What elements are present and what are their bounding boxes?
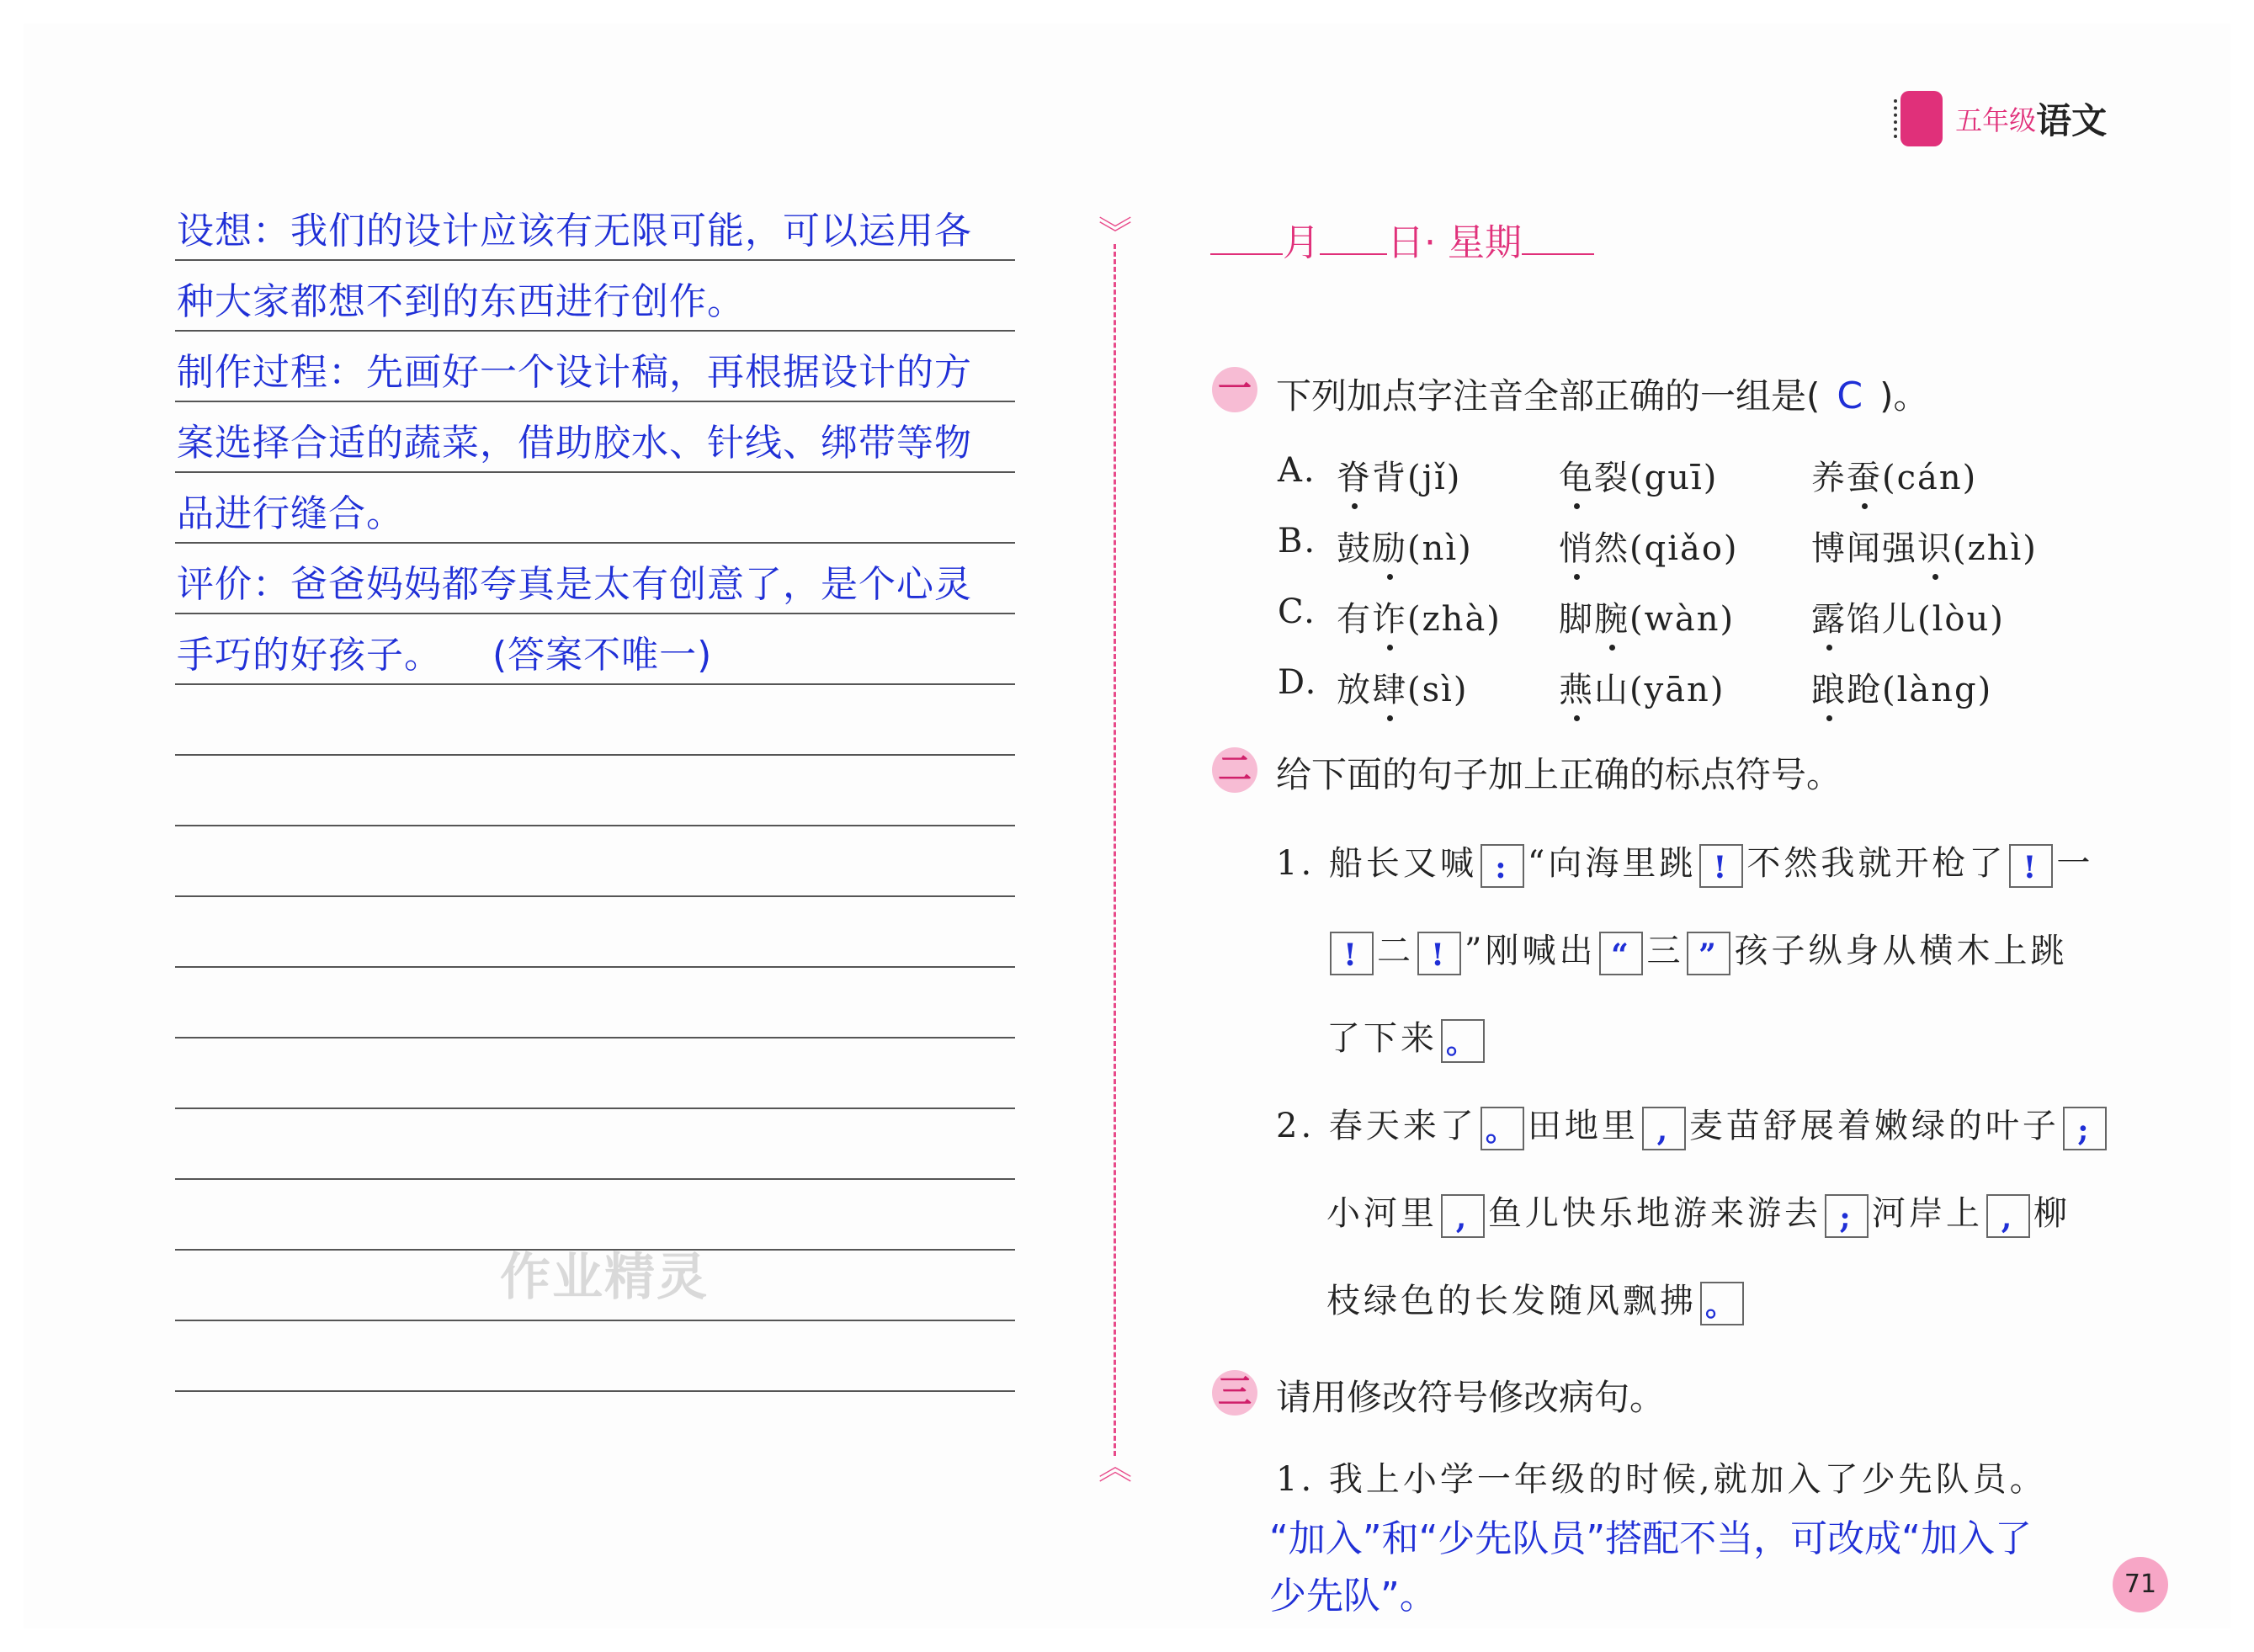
ruled-line xyxy=(175,754,1015,756)
sentence-text: 小河里 xyxy=(1326,1194,1438,1233)
sentence-text: 孩子纵身从横木上跳 xyxy=(1734,932,2068,970)
ruled-line xyxy=(175,1320,1015,1321)
left-line-3: 制作过程：先画好一个设计稿，再根据设计的方 xyxy=(177,351,972,394)
section-2-prompt: 给下面的句子加上正确的标点符号。 xyxy=(1276,754,1842,795)
sentence-text: 三 xyxy=(1646,932,1684,970)
left-line-4: 案选择合适的蔬菜，借助胶水、针线、绑带等物 xyxy=(177,422,972,465)
punct-box: ! xyxy=(2009,844,2053,888)
dotted-char: 燕 xyxy=(1559,663,1594,711)
option-label: B. xyxy=(1278,522,1317,560)
dotted-char: 诈 xyxy=(1372,592,1407,640)
pinyin: (zhì) xyxy=(1953,529,2038,568)
pinyin: 跄(làng) xyxy=(1847,671,1993,709)
pinyin: (wàn) xyxy=(1629,600,1736,639)
pinyin: (yān) xyxy=(1629,671,1725,709)
pinyin: (lòu) xyxy=(1917,600,2005,639)
ruled-line xyxy=(175,542,1015,544)
sentence-text: 田地里 xyxy=(1527,1107,1639,1145)
ruled-line xyxy=(175,471,1015,473)
grade-label: 五年级 xyxy=(1955,104,2037,136)
dotted-char: 励 xyxy=(1372,522,1407,570)
watermark: 作业精灵 xyxy=(500,1248,709,1307)
punct-box: ! xyxy=(1417,932,1461,975)
chevron-down-icon: ︾ xyxy=(1098,215,1132,253)
option-c xyxy=(1278,592,2005,639)
sentence-text: “向海里跳 xyxy=(1527,844,1697,883)
ruled-line xyxy=(175,401,1015,402)
section-number-1: 一 xyxy=(1212,367,1257,412)
section-number-2: 二 xyxy=(1212,747,1257,793)
section-number-3: 三 xyxy=(1212,1370,1257,1416)
sentence-text: 河岸上 xyxy=(1872,1194,1983,1233)
punct-box: , xyxy=(1441,1194,1485,1238)
char: 养 xyxy=(1811,459,1847,497)
sentence-text: 一 xyxy=(2056,844,2094,883)
ruled-line xyxy=(175,1108,1015,1109)
pinyin: (zhà) xyxy=(1407,600,1502,639)
q3-1: 1. 我上小学一年级的时候,就加入了少先队员。 xyxy=(1276,1460,2047,1499)
option-b xyxy=(1278,522,2038,568)
char: 馅儿 xyxy=(1847,600,1917,639)
ruled-line xyxy=(175,1037,1015,1038)
sentence-text: 二 xyxy=(1377,932,1414,970)
q2-2-line3 xyxy=(1326,1274,1747,1325)
left-line-7-text: 手巧的好孩子。 xyxy=(177,634,442,677)
dotted-char: 蚕 xyxy=(1847,451,1882,499)
punct-box: 。 xyxy=(1441,1019,1485,1063)
dotted-char: 龟 xyxy=(1559,451,1594,499)
dotted-char: 悄 xyxy=(1559,522,1594,570)
pinyin: (nì) xyxy=(1407,529,1473,568)
char: 有 xyxy=(1337,600,1372,639)
answer-note: (答案不唯一) xyxy=(492,634,713,677)
option-label: D. xyxy=(1278,663,1318,702)
dotted-char: 露 xyxy=(1811,592,1847,640)
char: 脚 xyxy=(1559,600,1594,639)
punct-box: ” xyxy=(1687,932,1730,975)
pinyin: (guī) xyxy=(1629,459,1719,497)
ruled-line xyxy=(175,1390,1015,1392)
item-number: 1. xyxy=(1276,844,1316,883)
subject-label: 语文 xyxy=(2036,100,2108,141)
q2-1-line3 xyxy=(1326,1012,1488,1063)
char: 背 xyxy=(1372,459,1407,497)
ruled-line xyxy=(175,825,1015,826)
left-line-1: 设想：我们的设计应该有无限可能，可以运用各 xyxy=(177,210,972,252)
char: 裂 xyxy=(1594,459,1629,497)
ruled-line xyxy=(175,683,1015,685)
punct-box: 。 xyxy=(1481,1107,1524,1150)
left-line-6: 评价：爸爸妈妈都夸真是太有创意了，是个心灵 xyxy=(177,563,972,606)
left-line-2: 种大家都想不到的东西进行创作。 xyxy=(177,280,745,323)
notebook-icon xyxy=(1900,91,1943,146)
sentence-text: 不然我就开枪了 xyxy=(1746,844,2007,883)
chevron-up-icon: ︽ xyxy=(1098,1448,1132,1487)
option-d xyxy=(1278,663,1993,709)
q3-answer-line1: “加入”和“少先队员”搭配不当，可改成“加入了 xyxy=(1269,1517,2032,1560)
page-divider xyxy=(1114,244,1116,1456)
page-number: 71 xyxy=(2113,1557,2168,1612)
sentence-text: 枝绿色的长发随风飘拂 xyxy=(1326,1282,1697,1320)
dotted-char: 脊 xyxy=(1337,451,1372,499)
day-label: 日 xyxy=(1387,221,1424,264)
ruled-line xyxy=(175,895,1015,897)
option-label: C. xyxy=(1278,592,1316,631)
punct-box: , xyxy=(1642,1107,1686,1150)
dotted-char: 踉 xyxy=(1811,663,1847,711)
punct-box: ! xyxy=(1330,932,1374,975)
punct-box: ! xyxy=(1699,844,1743,888)
pinyin: (qiǎo) xyxy=(1629,529,1739,568)
sentence-text: ”刚喊出 xyxy=(1465,932,1597,970)
section-1-prompt xyxy=(1276,369,1929,419)
char: 山 xyxy=(1594,671,1629,709)
pinyin: (cán) xyxy=(1882,459,1978,497)
sentence-text: 柳 xyxy=(2033,1194,2071,1233)
char: 然 xyxy=(1594,529,1629,568)
sentence-text: 麦苗舒展着嫩绿的叶子 xyxy=(1688,1107,2060,1145)
book-logo xyxy=(1900,91,2107,146)
pinyin: (jǐ) xyxy=(1407,459,1462,497)
left-line-5: 品进行缝合。 xyxy=(177,492,404,535)
punct-box: ; xyxy=(1825,1194,1869,1238)
date-line xyxy=(1210,212,1594,266)
dotted-char: 识 xyxy=(1917,522,1953,570)
q3-answer-line2: 少先队”。 xyxy=(1269,1575,1437,1617)
q2-1-line2 xyxy=(1326,924,2067,975)
char: 博闻强 xyxy=(1811,529,1917,568)
ruled-line xyxy=(175,613,1015,614)
prompt-end: )。 xyxy=(1879,375,1929,417)
q2-1-line1 xyxy=(1276,837,2093,888)
item-number: 2. xyxy=(1276,1107,1316,1145)
punct-box: , xyxy=(1986,1194,2030,1238)
pinyin: (sì) xyxy=(1407,671,1469,709)
dotted-char: 肆 xyxy=(1372,663,1407,711)
ruled-line xyxy=(175,330,1015,332)
section-3-prompt: 请用修改符号修改病句。 xyxy=(1276,1377,1666,1418)
sentence-text: 了下来 xyxy=(1326,1019,1438,1058)
ruled-line xyxy=(175,259,1015,261)
answer-choice: C xyxy=(1837,374,1863,417)
ruled-line xyxy=(175,1178,1015,1180)
sentence-text: 春天来了 xyxy=(1328,1107,1477,1145)
punct-box: 。 xyxy=(1700,1282,1744,1325)
sentence-text: 船长又喊 xyxy=(1328,844,1477,883)
punct-box: : xyxy=(1481,844,1524,888)
sentence-text: 鱼儿快乐地游来游去 xyxy=(1488,1194,1821,1233)
left-line-7 xyxy=(177,624,712,678)
q2-2-line1 xyxy=(1276,1099,2110,1150)
dotted-char: 腕 xyxy=(1594,592,1629,640)
option-label: A. xyxy=(1278,451,1316,490)
punct-box: ; xyxy=(2063,1107,2107,1150)
month-label: 月 xyxy=(1283,221,1320,264)
char: 放 xyxy=(1337,671,1372,709)
char: 鼓 xyxy=(1337,529,1372,568)
option-a xyxy=(1278,451,1978,497)
punct-box: “ xyxy=(1599,932,1643,975)
q2-2-line2 xyxy=(1326,1187,2071,1238)
prompt-text: 下列加点字注音全部正确的一组是( xyxy=(1276,375,1821,417)
week-label: · 星期 xyxy=(1424,221,1522,264)
ruled-line xyxy=(175,966,1015,968)
